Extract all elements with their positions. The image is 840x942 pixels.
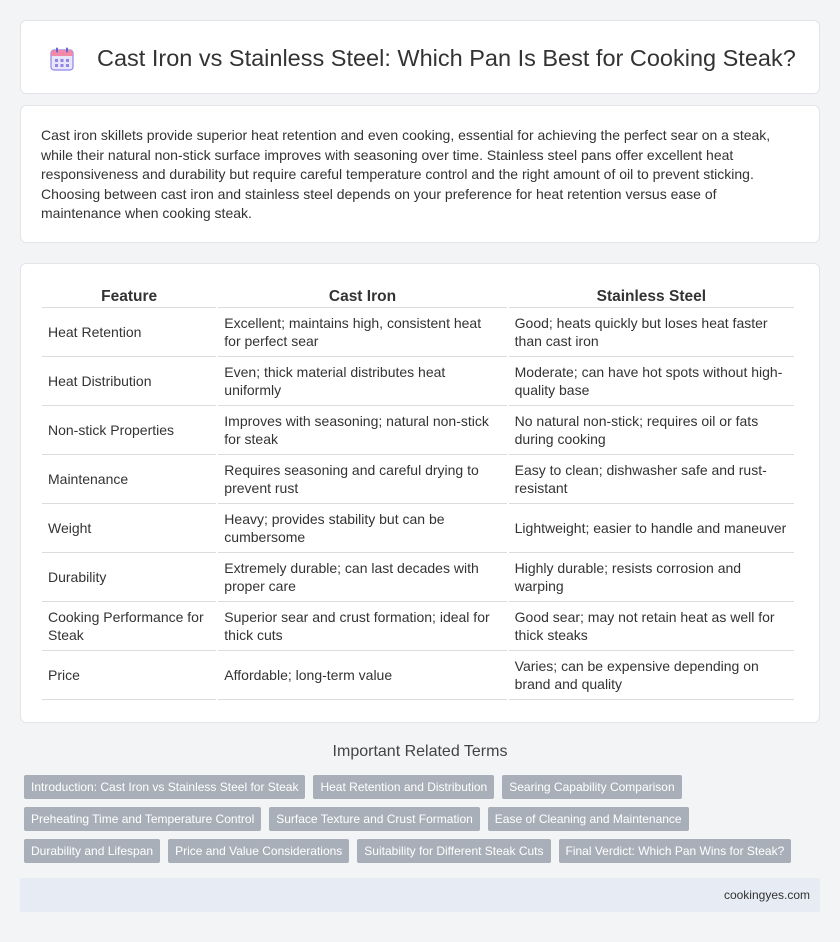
feature-cell: Price	[42, 651, 216, 700]
cast-iron-cell: Heavy; provides stability but can be cumbersome	[218, 504, 506, 553]
feature-cell: Non-stick Properties	[42, 406, 216, 455]
cast-iron-cell: Extremely durable; can last decades with proper care	[218, 553, 506, 602]
related-term-tag[interactable]: Preheating Time and Temperature Control	[24, 807, 261, 831]
related-term-tag[interactable]: Searing Capability Comparison	[502, 775, 681, 799]
related-term-tag[interactable]: Final Verdict: Which Pan Wins for Steak?	[559, 839, 792, 863]
related-term-tag[interactable]: Durability and Lifespan	[24, 839, 160, 863]
page-title: Cast Iron vs Stainless Steel: Which Pan Is Best for Cooking Steak?	[97, 45, 796, 71]
table-row	[42, 651, 794, 700]
table-row	[42, 455, 794, 504]
cast-iron-cell: Affordable; long-term value	[218, 651, 506, 700]
feature-cell: Heat Retention	[42, 308, 216, 357]
related-term-tag[interactable]: Heat Retention and Distribution	[313, 775, 494, 799]
table-row	[42, 553, 794, 602]
comparison-table	[40, 285, 796, 700]
stainless-steel-cell: Varies; can be expensive depending on brand and quality	[509, 651, 794, 700]
table-row	[42, 406, 794, 455]
title-card	[20, 20, 820, 94]
cast-iron-cell: Requires seasoning and careful drying to prevent rust	[218, 455, 506, 504]
related-terms-list	[24, 775, 824, 871]
table-row	[42, 504, 794, 553]
feature-cell: Durability	[42, 553, 216, 602]
stainless-steel-cell: Moderate; can have hot spots without high-quality base	[509, 357, 794, 406]
header-stainless-steel: Stainless Steel	[509, 285, 794, 308]
related-term-tag[interactable]: Price and Value Considerations	[168, 839, 349, 863]
feature-cell: Weight	[42, 504, 216, 553]
intro-text: Cast iron skillets provide superior heat retention and even cooking, essential for achieving the perfect sear on a steak, while their natural non-stick surface improves with seasoning over time. Stainless steel pans offer excellent heat responsiveness and durability but require careful temperature control and the right amount of oil to prevent sticking. Choosing between cast iron and stainless steel depends on your preference for heat retention versus ease of maintenance when cooking steak.	[41, 127, 771, 221]
related-term-tag[interactable]: Ease of Cleaning and Maintenance	[488, 807, 689, 831]
calendar-icon	[49, 46, 75, 72]
stainless-steel-cell: Good sear; may not retain heat as well for thick steaks	[509, 602, 794, 651]
stainless-steel-cell: Easy to clean; dishwasher safe and rust-resistant	[509, 455, 794, 504]
feature-cell: Heat Distribution	[42, 357, 216, 406]
stainless-steel-cell: Lightweight; easier to handle and maneuver	[509, 504, 794, 553]
tag-row	[24, 807, 824, 831]
intro-card	[20, 105, 820, 243]
related-term-tag[interactable]: Introduction: Cast Iron vs Stainless Steel for Steak	[24, 775, 305, 799]
table-row	[42, 308, 794, 357]
table-row	[42, 357, 794, 406]
comparison-table-card	[20, 263, 820, 723]
cast-iron-cell: Even; thick material distributes heat uniformly	[218, 357, 506, 406]
cast-iron-cell: Superior sear and crust formation; ideal for thick cuts	[218, 602, 506, 651]
feature-cell: Maintenance	[42, 455, 216, 504]
table-row	[42, 602, 794, 651]
cast-iron-cell: Excellent; maintains high, consistent heat for perfect sear	[218, 308, 506, 357]
related-terms-heading: Important Related Terms	[332, 743, 508, 760]
tag-row	[24, 775, 824, 799]
cast-iron-cell: Improves with seasoning; natural non-stick for steak	[218, 406, 506, 455]
related-term-tag[interactable]: Suitability for Different Steak Cuts	[357, 839, 550, 863]
header-feature: Feature	[42, 285, 216, 308]
stainless-steel-cell: No natural non-stick; requires oil or fats during cooking	[509, 406, 794, 455]
footer-site-link[interactable]: cookingyes.com	[723, 888, 810, 902]
related-term-tag[interactable]: Surface Texture and Crust Formation	[269, 807, 480, 831]
header-cast-iron: Cast Iron	[218, 285, 506, 308]
stainless-steel-cell: Good; heats quickly but loses heat faster than cast iron	[509, 308, 794, 357]
table-header-row	[42, 285, 794, 308]
tag-row	[24, 839, 824, 863]
footer	[20, 878, 820, 912]
feature-cell: Cooking Performance for Steak	[42, 602, 216, 651]
stainless-steel-cell: Highly durable; resists corrosion and warping	[509, 553, 794, 602]
